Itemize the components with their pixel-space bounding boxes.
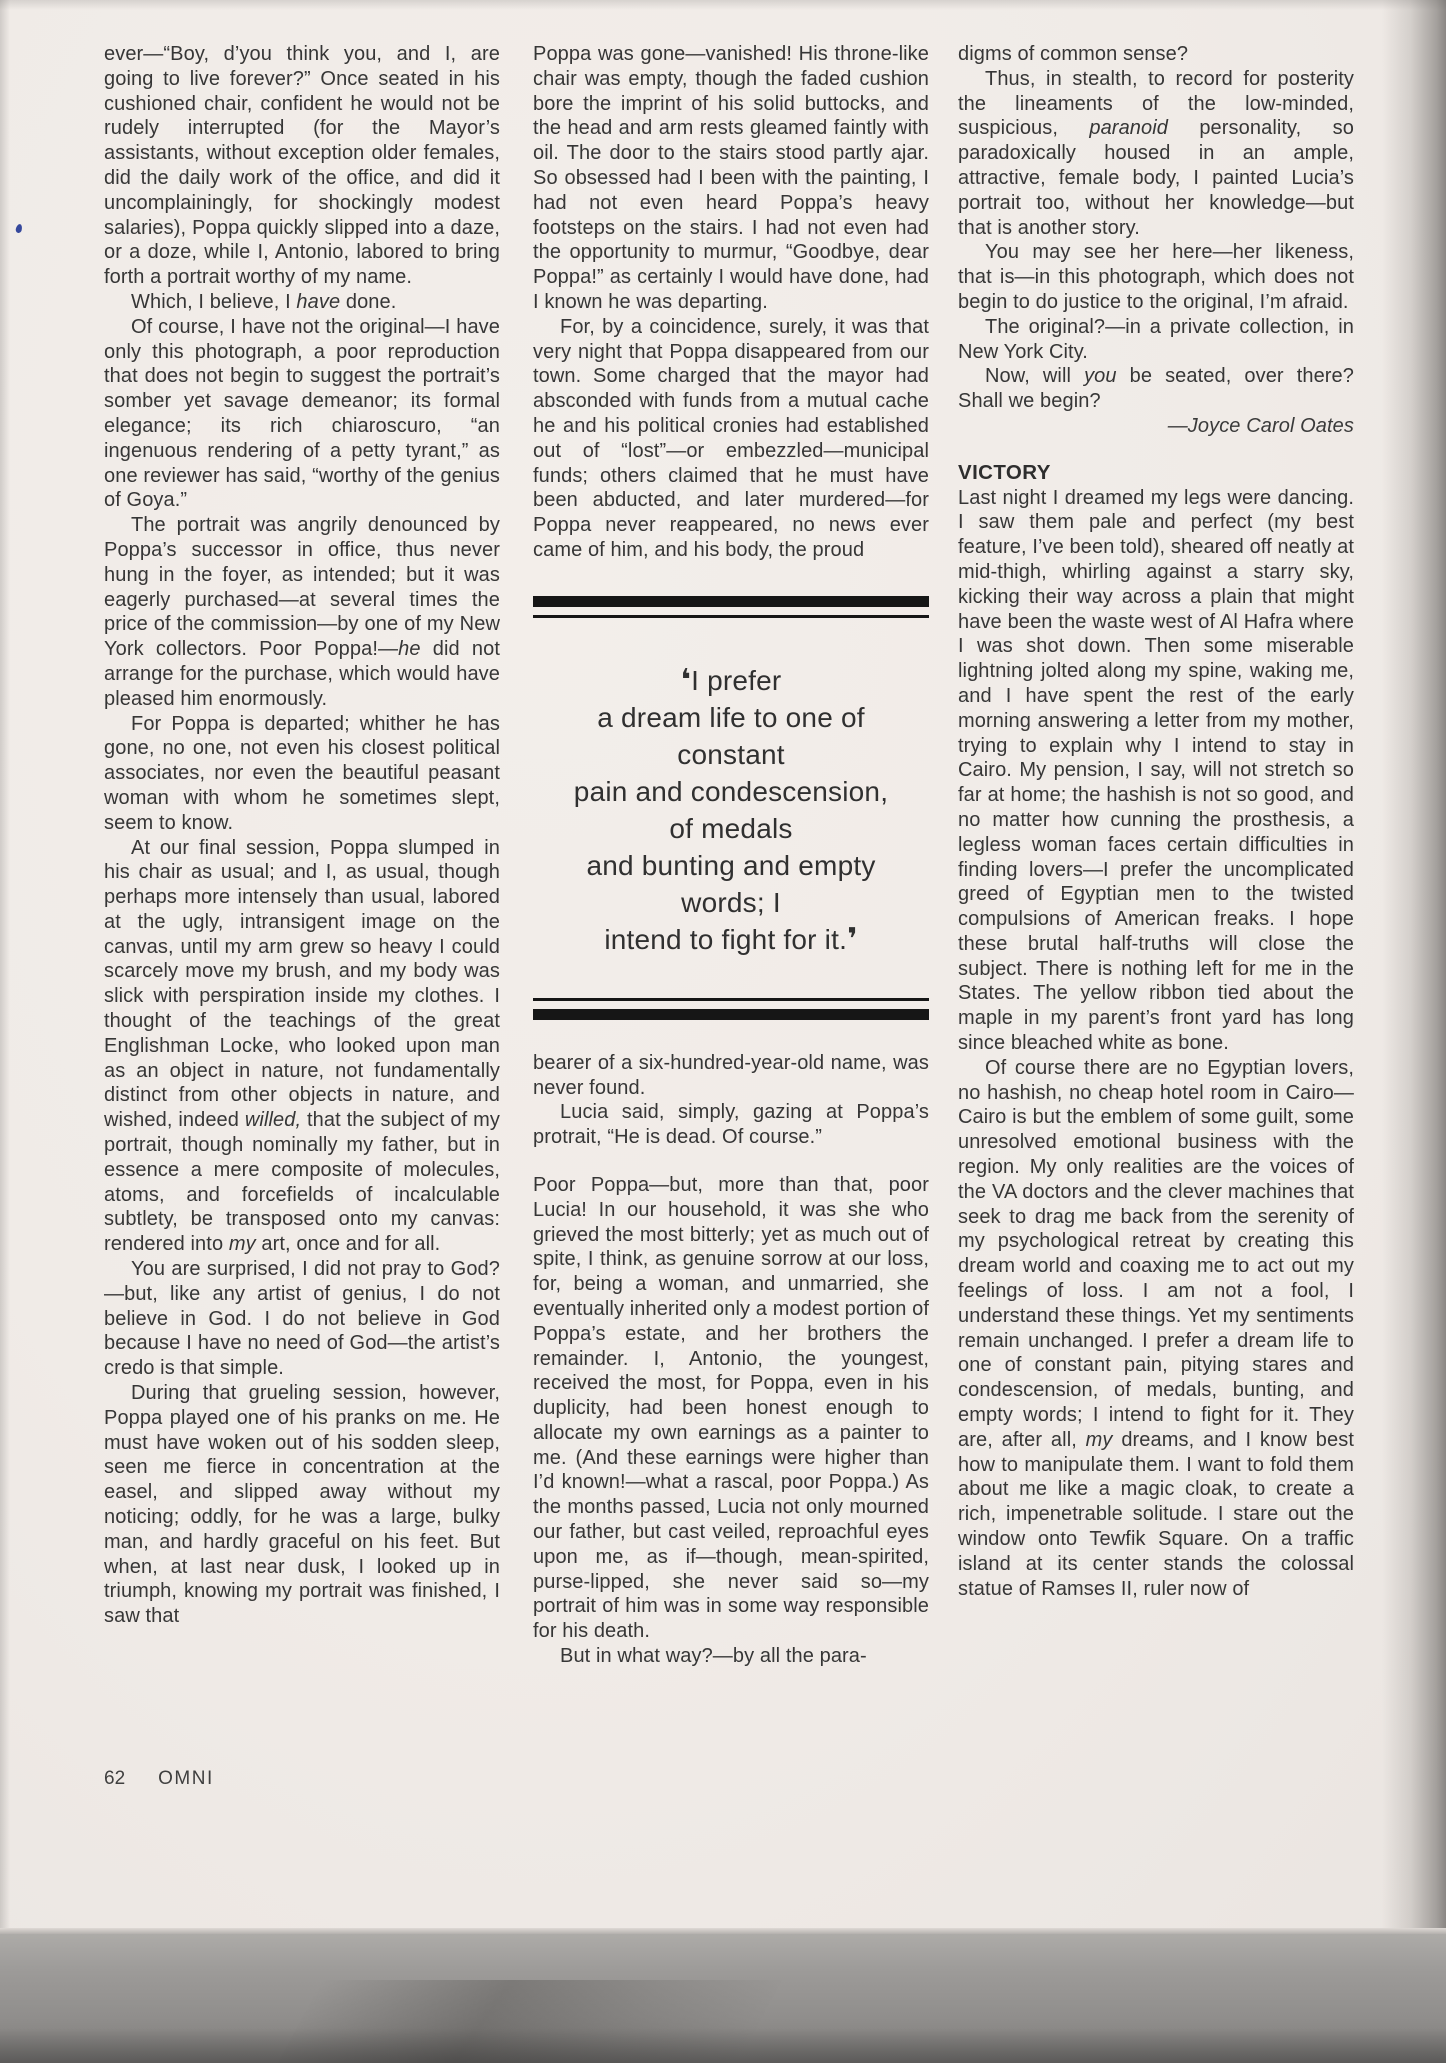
- text-column-left: [104, 42, 500, 1629]
- text-run: The portrait was angrily denounced by Poppa’s successor in office, thus never hung in the foyer, as intended; but it was eagerly purchased—at several times the price of the commission—by one of my New York collectors. Poor Poppa!—: [104, 514, 500, 661]
- spacer: [533, 1150, 929, 1173]
- paragraph: [958, 364, 1354, 414]
- text-run: During that grueling session, however, Poppa played one of his pranks on me. He must have woken out of his sodden sleep, seen me fierce in concentration at the easel, and slipped away without my noticing; oddly, for he was a large, bulky man, and hardly graceful on his feet. But when, at last near dusk, I looked up in triumph, knowing my portrait was finished, I saw that: [104, 1382, 500, 1628]
- italic-text: my: [1085, 1428, 1113, 1451]
- open-quote-ornament: ❛: [680, 662, 692, 698]
- text-run: For, by a coincidence, surely, it was that very night that Poppa disappeared from our town. Some charged that the mayor had absconded with funds from a mutual cache he and his political cronies had established out of “lost”—or embezzled—municipal funds; others claimed that he must have been abducted, and later murdered—for Poppa never reappeared, no news ever came of him, and his body, the proud: [533, 315, 929, 561]
- magazine-name: OMNI: [158, 1768, 214, 1789]
- rule-thin-bottom: [533, 998, 929, 1001]
- paragraph: [104, 1381, 500, 1629]
- paragraph: [958, 67, 1354, 241]
- text-run: Poppa was gone—vanished! His throne-like chair was empty, though the faded cushion bore the imprint of his solid buttocks, and the head and arm rests gleamed faintly with oil. The door to the stairs stood partly ajar. So obsessed had I been with the painting, I had not even heard Poppa’s heavy footsteps on the stairs. I had not even had the opportunity to murmur, “Goodbye, dear Poppa!” as certainly I would have done, had I known he was departing.: [533, 43, 929, 313]
- text-run: digms of common sense?: [958, 43, 1189, 65]
- paragraph: [958, 315, 1354, 365]
- scan-shadow-left: [0, 0, 10, 1934]
- pull-quote-line: intend to fight for it.❜: [604, 921, 858, 957]
- pull-quote-line: a dream life to one of: [597, 701, 865, 733]
- page-footer: [104, 1768, 214, 1790]
- paragraph: [104, 513, 500, 711]
- pull-quote-line: constant: [677, 738, 785, 770]
- text-run: that the subject of my portrait, though nominally my father, but in essence a mere composite of molecules, atoms, and forcefields of incalculable subtlety, be transposed onto my canvas: rendered into: [104, 1109, 500, 1256]
- paragraph: [533, 42, 929, 315]
- section-heading: VICTORY: [958, 460, 1051, 484]
- pull-quote-text: [533, 618, 929, 998]
- text-run: Lucia said, simply, gazing at Poppa’s protrait, “He is dead. Of course.”: [533, 1101, 929, 1149]
- text-run: personality, so paradoxically housed in an ample, attractive, female body, I painted Lucia’s portrait too, without her knowledge—but that is another story.: [958, 117, 1354, 239]
- spacer: [958, 439, 1354, 461]
- paragraph: [958, 42, 1354, 67]
- scan-shadow-top: [0, 0, 1446, 10]
- text-run: At our final session, Poppa slumped in his chair as usual; and I, as usual, though perhaps more intensely than usual, labored at the ugly, intransigent image on the canvas, until my arm grew so heavy I could scarcely move my brush, and my body was slick with perspiration inside my clothes. I thought of the teachings of the great Englishman Locke, who looked upon man as an object in nature, not fundamentally distinct from other objects in nature, and wished, indeed: [104, 836, 500, 1132]
- text-run: art, once and for all.: [255, 1233, 441, 1256]
- paragraph: [104, 712, 500, 836]
- italic-text: my: [228, 1233, 256, 1256]
- paragraph: [104, 315, 500, 513]
- text-run: Of course, I have not the original—I have only this photograph, a poor reproduction that does not begin to suggest the portrait’s somber yet savage demeanor; its formal elegance; its rich chiaroscuro, “an ingenuous rendering of a petty tyrant,” as one reviewer has said, “worthy of the genius of Goya.”: [104, 315, 500, 512]
- page-number: 62: [104, 1768, 126, 1789]
- paragraph: [533, 1173, 929, 1644]
- paragraph: [104, 290, 500, 315]
- text-run: But in what way?—by all the para-: [560, 1645, 867, 1668]
- paragraph: [104, 42, 500, 290]
- italic-text: willed,: [244, 1109, 302, 1132]
- rule-thick-top: [533, 596, 929, 607]
- text-column-middle: [533, 42, 929, 1669]
- paragraph: [958, 486, 1354, 1056]
- italic-text: you: [1084, 365, 1117, 388]
- text-run: For Poppa is departed; whither he has gone, no one, not even his closest political associates, nor even the beautiful peasant woman with whom he sometimes slept, seem to know.: [104, 712, 500, 834]
- text-run: Last night I dreamed my legs were dancing. I saw them pale and perfect (my best feature, I’ve been told), sheared off neatly at mid-thigh, whirling against a starry sky, kicking their way across a plain that might have been the waste west of Al Hafra where I was shot down. Then some miserable lightning jolted along my spine, waking me, and I have spent the rest of the early morning answering a letter from my mother, trying to explain why I intend to stay in Cairo. My pension, I say, will not stretch so far at home; the hashish is not so good, and no matter how cunning the prosthesis, a legless woman faces certain difficulties in finding lovers—I prefer the uncomplicated greed of Egyptian men to the twisted compulsions of American freaks. I hope these brutal half-truths will close the subject. There is nothing left for me in the States. The yellow ribbon tied about the maple in my parent’s front yard has long since bleached white as bone.: [958, 486, 1354, 1055]
- pull-quote-line: words; I: [681, 886, 781, 918]
- close-quote-ornament: ❜: [847, 921, 858, 957]
- pull-quote: [533, 596, 929, 1020]
- pull-quote-line: and bunting and empty: [586, 849, 876, 881]
- italic-text: he: [398, 638, 421, 661]
- surface-shadow-bottom: [0, 2028, 1446, 2063]
- italic-text: paranoid: [1089, 117, 1169, 140]
- text-run: ever—“Boy, d’you think you, and I, are going to live forever?” Once seated in his cushioned chair, confident he would not be rudely interrupted (for the Mayor’s assistants, without exception older females, did the daily work of the office, and did it uncomplainingly, for shockingly modest salaries), Poppa quickly slipped into a daze, or a doze, while I, Antonio, labored to bring forth a portrait worthy of my name.: [104, 43, 500, 289]
- paragraph: [533, 315, 929, 563]
- pull-quote-line: of medals: [669, 812, 793, 844]
- paragraph: [958, 1056, 1354, 1602]
- paragraph: [533, 1644, 929, 1669]
- text-run: Poor Poppa—but, more than that, poor Lucia! In our household, it was she who grieved the most bitterly; yet as much out of spite, I think, as genuine sorrow at our loss, for, being a woman, and unmarried, she eventually inherited only a modest portion of Poppa’s estate, and her brothers the remainder. I, Antonio, the youngest, received the most, for Poppa, even in his duplicity, had been honest enough to allocate my own earnings as a painter to me. (And these earnings were higher than I’d known!—what a rascal, poor Poppa.) As the months passed, Lucia not only mourned our father, but cast veiled, reproachful eyes upon me, as if—though, mean-spirited, purse-lipped, she never said so—my portrait of him was in some way responsible for his death.: [533, 1173, 929, 1643]
- text-run: You are surprised, I did not pray to God?—but, like any artist of genius, I do not believe in God. I do not believe in God because I have no need of God—the artist’s credo is that simple.: [104, 1258, 500, 1380]
- page-edge-shadow: [1382, 0, 1446, 1934]
- text-run: You may see her here—her likeness, that is—in this photograph, which does not begin to do justice to the original, I’m afraid.: [958, 241, 1354, 313]
- text-run: bearer of a six-hundred-year-old name, was never found.: [533, 1051, 929, 1099]
- pull-quote-line: pain and condescension,: [573, 775, 889, 807]
- text-run: Thus, in stealth, to record for posterity the lineaments of the low-minded, suspicious,: [958, 67, 1354, 140]
- author-byline: —Joyce Carol Oates: [1167, 414, 1354, 437]
- text-run: be seated, over there? Shall we begin?: [958, 365, 1354, 413]
- text-column-right: [958, 42, 1354, 1601]
- paragraph: [533, 1051, 929, 1101]
- text-run: The original?—in a private collection, in New York City.: [958, 315, 1354, 363]
- text-run: Of course there are no Egyptian lovers, no hashish, no cheap hotel room in Cairo—Cairo is but the emblem of some guilt, some unresolved emotional business with the region. My only realities are the voices of the VA doctors and the clever machines that seek to drag me back from the serenity of my psychological retreat by creating this dream world and coaxing me to act out my feelings of loss. I am not a fool, I understand these things. Yet my sentiments remain unchanged. I prefer a dream life to one of constant pain, pitying stares and condescension, of medals, bunting, and empty words; I intend to fight for it. They are, after all,: [958, 1056, 1354, 1451]
- paragraph: [958, 240, 1354, 314]
- text-run: Which, I believe, I: [131, 290, 297, 313]
- text-run: Now, will: [985, 365, 1085, 388]
- text-run: did not arrange for the purchase, which would have pleased him enormously.: [104, 638, 500, 710]
- paragraph: [104, 1257, 500, 1381]
- rule-thick-bottom: [533, 1009, 929, 1020]
- pull-quote-line: ❛I prefer: [680, 662, 782, 698]
- paragraph: [533, 1100, 929, 1150]
- italic-text: have: [296, 290, 341, 313]
- text-run: dreams, and I know best how to manipulate them. I want to fold them about me like a magic cloak, to create a rich, impenetrable solitude. I stare out the window onto Tewfik Square. On a traffic island at its center stands the colossal statue of Ramses II, ruler now of: [958, 1428, 1354, 1600]
- text-run: done.: [340, 290, 397, 313]
- paragraph: [104, 836, 500, 1258]
